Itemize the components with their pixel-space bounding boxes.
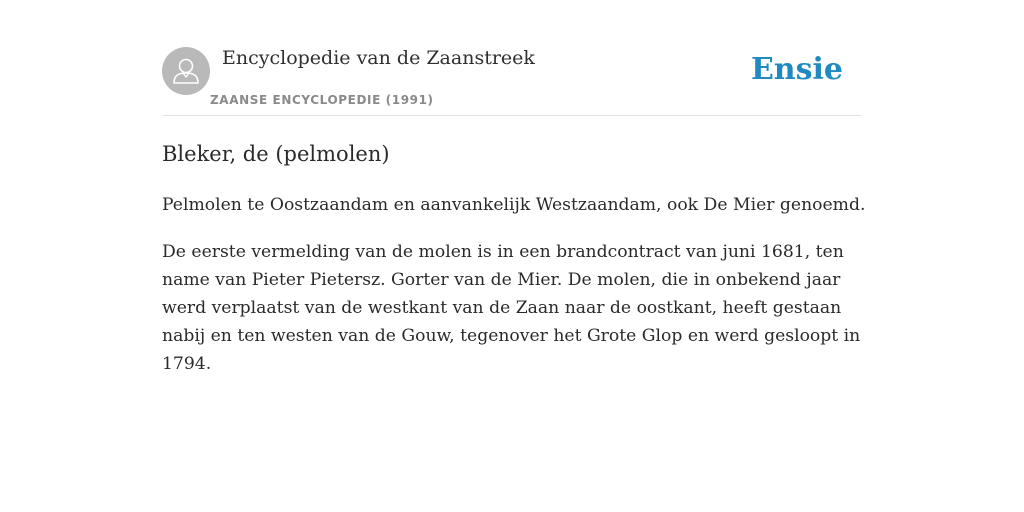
user-silhouette-icon bbox=[162, 47, 210, 95]
source-header bbox=[162, 40, 862, 116]
source-subtitle: ZAANSE ENCYCLOPEDIE (1991) bbox=[210, 93, 434, 107]
article-paragraph: De eerste vermelding van de molen is in een brandcontract van juni 1681, ten name van Pieter Pietersz. Gorter van de Mier. De molen, die in onbekend jaar werd verplaatst van de westkant van de Zaan naar de oostkant, heeft gestaan nabij en ten westen van de Gouw, tegenover het Grote Glop en werd gesloopt in 1794. bbox=[162, 242, 861, 374]
source-title-link[interactable]: Encyclopedie van de Zaanstreek bbox=[222, 47, 535, 69]
brand-logo[interactable]: Ensie bbox=[750, 52, 843, 87]
article-title: Bleker, de (pelmolen) bbox=[162, 142, 390, 166]
avatar[interactable] bbox=[162, 47, 210, 95]
article-paragraph: Pelmolen te Oostzaandam en aanvankelijk Westzaandam, ook De Mier genoemd. bbox=[162, 195, 866, 215]
article bbox=[162, 136, 866, 378]
